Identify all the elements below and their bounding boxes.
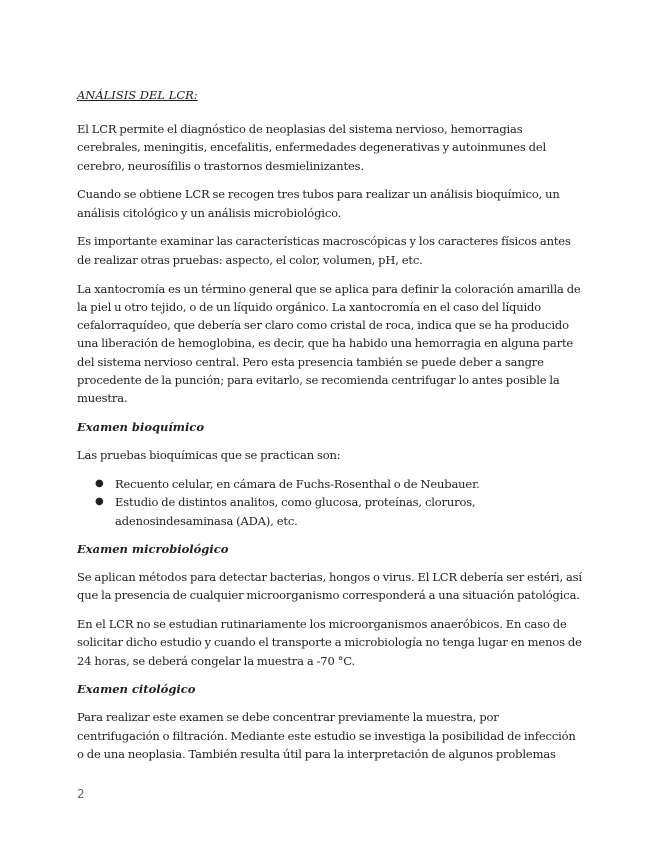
document-page xyxy=(77,86,582,774)
microbiologico-title: Examen microbiológico xyxy=(77,541,229,556)
bullet-icon: ● xyxy=(95,477,104,489)
bullet-icon: ● xyxy=(95,496,104,508)
microbiologico-paragraph-2: En el LCR no se estudian rutinariamente los microorganismos anaeróbicos. En caso de solicitar dicho estudio y cuando el transporte a microbiología no tenga lugar en menos de 24 horas, se deberá congelar la muestra a -70 °C. xyxy=(77,616,582,668)
microbiologico-paragraph-1: Se aplican métodos para detectar bacterias, hongos o virus. El LCR debería ser estéri, así que la presencia de cualquier microorganismo corresponderá a una situación patológica. xyxy=(77,569,582,603)
section-heading: ANÁLISIS DEL LCR: xyxy=(77,88,198,102)
intro-paragraph-3: Es importante examinar las características macroscópicas y los caracteres físicos antes de realizar otras pruebas: aspecto, el color, volumen, pH, etc. xyxy=(77,234,571,267)
list-item-text: Estudio de distintos analitos, como glucosa, proteínas, cloruros, adenosindesaminasa (ADA), etc. xyxy=(115,495,476,528)
list-item-text: Recuento celular, en cámara de Fuchs-Rosenthal o de Neubauer. xyxy=(115,476,480,491)
bioquimico-lead: Las pruebas bioquímicas que se practican son: xyxy=(77,448,341,463)
list-item xyxy=(95,475,582,493)
list-item xyxy=(95,493,582,530)
bioquimico-list xyxy=(77,475,582,530)
citologico-title: Examen citológico xyxy=(77,682,196,697)
bioquimico-title: Examen bioquímico xyxy=(77,420,204,435)
intro-paragraph-4: La xantocromía es un término general que se aplica para definir la coloración amarilla de la piel u otro tejido, o de un líquido orgánico. La xantocromía en el caso del líquido cefalorraquídeo, que debería ser claro como cristal de roca, indica que se ha producido una liberación de hemoglobina, es decir, que ha habido una hemorragia en alguna parte del sistema nervioso central. Pero esta presencia también se puede deber a sangre procedente de la punción; para evitarlo, se recomienda centrifugar lo antes posible la muestra. xyxy=(77,281,581,406)
citologico-paragraph: Para realizar este examen se debe concentrar previamente la muestra, por centrifugación o filtración. Mediante este estudio se investiga la posibilidad de infección o de una neoplasia. También resulta útil para la interpretación de algunos problemas xyxy=(77,710,576,761)
page-number: 2 xyxy=(77,787,85,801)
intro-paragraph-1: El LCR permite el diagnóstico de neoplasias del sistema nervioso, hemorragias cerebrales, meningitis, encefalitis, enfermedades degenerativas y autoinmunes del cerebro, neurosífilis o trastornos desmielinizantes. xyxy=(77,122,547,173)
intro-paragraph-2: Cuando se obtiene LCR se recogen tres tubos para realizar un análisis bioquímico, un análisis citológico y un análisis microbiológico. xyxy=(77,187,560,220)
